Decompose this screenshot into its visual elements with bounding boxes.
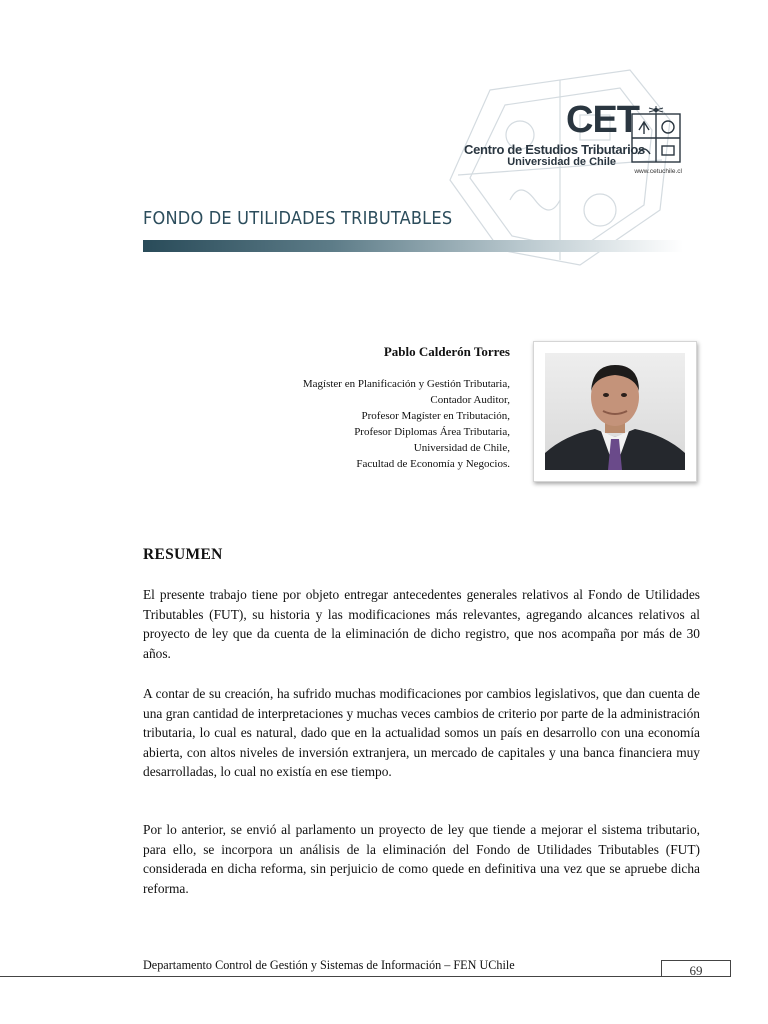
author-credential: Contador Auditor, — [430, 394, 510, 406]
logo-acronym: CET — [566, 99, 639, 141]
logo-url: www.cetuchile.cl — [634, 168, 682, 175]
cet-logo — [462, 100, 694, 180]
university-crest-icon — [626, 106, 686, 166]
author-name: Pablo Calderón Torres — [383, 344, 510, 359]
author-photo-frame — [533, 341, 697, 482]
author-credential: Facultad de Economía y Negocios. — [356, 458, 510, 470]
summary-paragraph: A contar de su creación, ha sufrido muchas modificaciones por cambios legislativos, que dan cuenta de una gran cantidad de interpretaciones y muchas veces cambios de criterio por parte de la administración tributaria, lo cual es natural, dado que en la actualidad somos un país en desarrollo con una economía abierta, con altos niveles de inversión extranjera, un mercado de capitales y una banca financiera muy desarrolladas, lo cual no existía en ese tiempo. — [143, 686, 700, 780]
author-credential: Magíster en Planificación y Gestión Tributaria, — [302, 378, 510, 390]
author-credential: Profesor Magíster en Tributación, — [361, 410, 510, 422]
author-credential: Profesor Diplomas Área Tributaria, — [354, 426, 510, 438]
author-credential: Universidad de Chile, — [413, 442, 510, 454]
page-number: 69 — [661, 960, 731, 977]
footer-department: Departamento Control de Gestión y Sistemas de Información – FEN UChile — [143, 958, 515, 972]
section-heading: RESUMEN — [143, 546, 223, 563]
document-title: FONDO DE UTILIDADES TRIBUTABLES — [143, 208, 453, 229]
logo-name: Centro de Estudios Tributarios — [464, 142, 645, 157]
footer-divider — [0, 976, 730, 977]
title-underline-bar — [143, 240, 683, 252]
summary-paragraph: El presente trabajo tiene por objeto entregar antecedentes generales relativos al Fondo de Utilidades Tributables (FUT), su historia y las modificaciones más relevantes, agregando alcances relativos al proyecto de ley que da cuenta de la eliminación de dicho registro, que nos acompaña por más de 30 años. — [143, 587, 700, 661]
author-block — [303, 344, 510, 472]
summary-paragraph: Por lo anterior, se envió al parlamento un proyecto de ley que tiende a mejorar el sistema tributario, para ello, se incorpora un análisis de la eliminación del Fondo de Utilidades Tributables (FUT) considerada en dicha reforma, sin perjuicio de como quede en definitiva una vez que se apruebe dicha reforma. — [143, 822, 700, 896]
author-photo — [545, 353, 685, 470]
logo-university: Universidad de Chile — [507, 156, 616, 168]
